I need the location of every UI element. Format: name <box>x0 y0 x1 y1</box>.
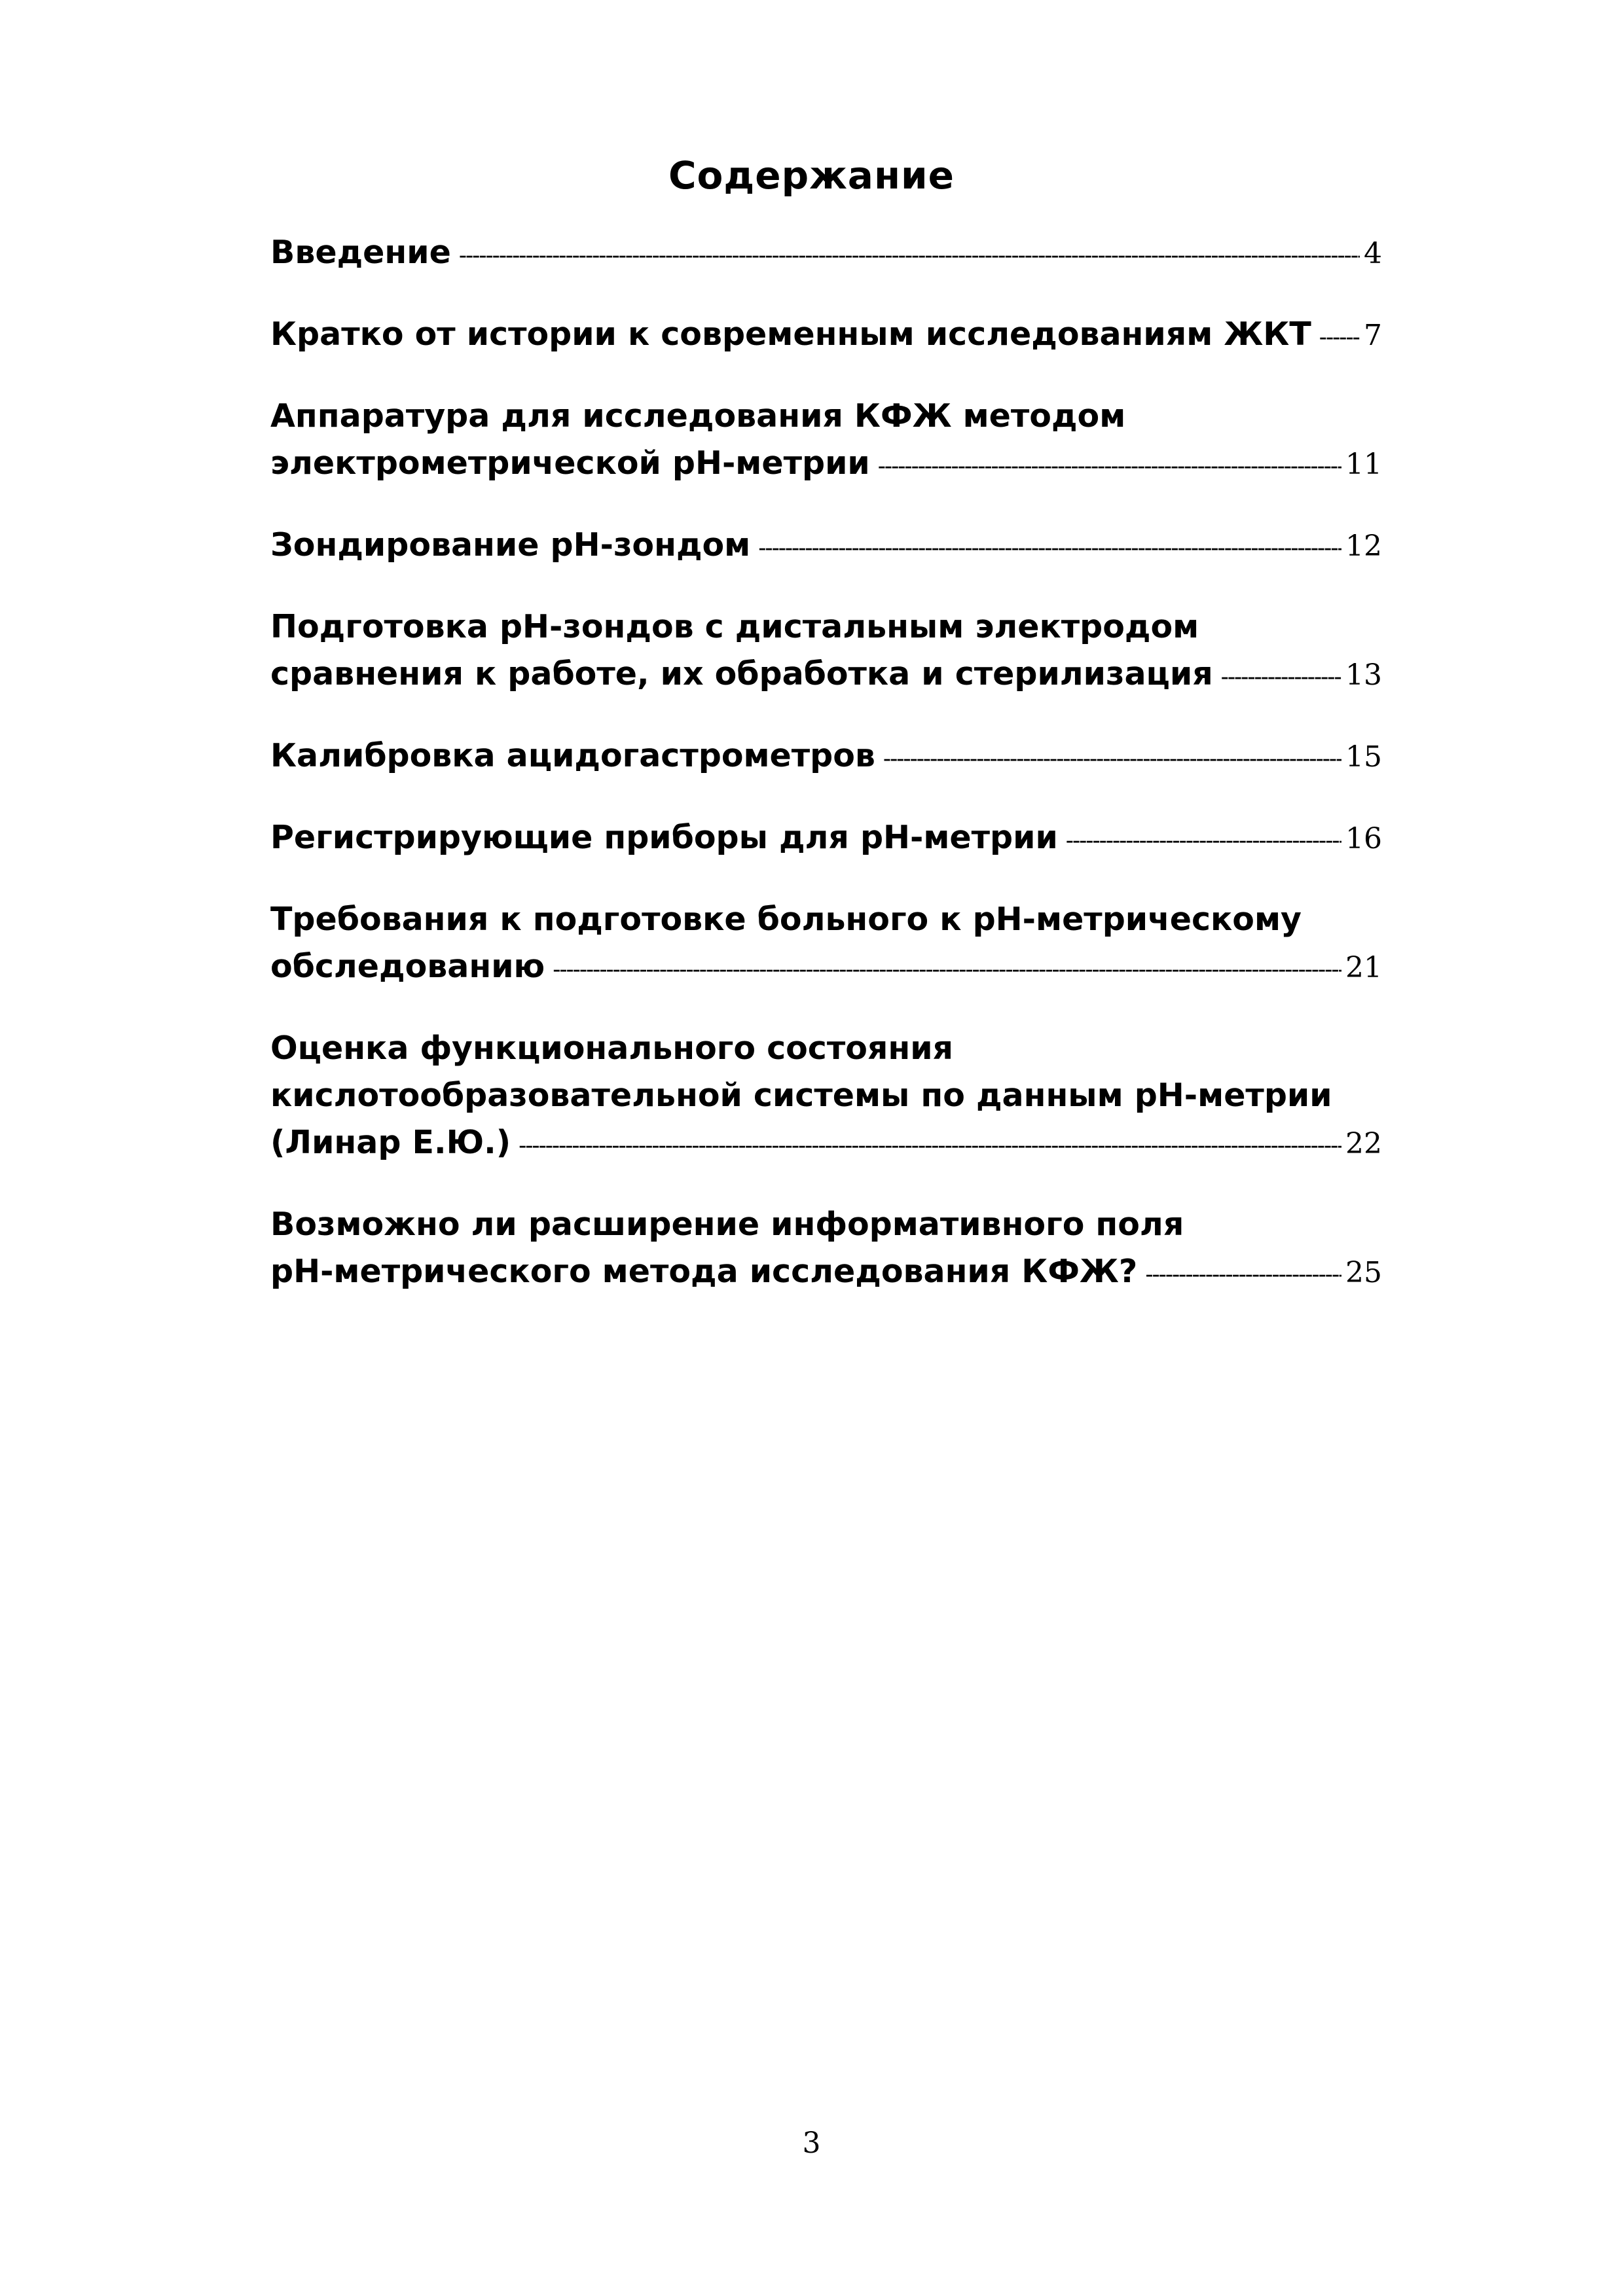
toc-entry-page: 16 <box>1345 822 1382 855</box>
dot-leader <box>1066 817 1341 865</box>
toc-entry-page: 13 <box>1345 658 1382 692</box>
toc-entry[interactable] <box>270 732 1382 783</box>
toc-entry-title-line: кислотообразовательной системы по данным рН-метрии <box>270 1077 1332 1114</box>
dot-leader <box>1319 314 1360 361</box>
toc-entry[interactable] <box>270 1025 1382 1170</box>
toc-entry[interactable] <box>270 1201 1382 1299</box>
dot-leader <box>459 232 1360 279</box>
dot-leader <box>553 946 1341 994</box>
dot-leader <box>519 1122 1341 1170</box>
toc-entry-title-line: Требования к подготовке больного к рН-метрическому <box>270 901 1302 938</box>
dot-leader <box>758 525 1341 572</box>
toc-entry-page: 11 <box>1345 448 1382 481</box>
toc-entry-row <box>270 311 1382 361</box>
toc-entry-page: 21 <box>1345 951 1382 984</box>
toc-entry[interactable] <box>270 896 1382 994</box>
toc-entry-row <box>270 732 1382 783</box>
dot-leader <box>883 736 1341 783</box>
toc-entry-title: обследованию <box>270 948 545 985</box>
toc-entry-title: сравнения к работе, их обработка и стерилизация <box>270 655 1213 692</box>
toc-entry-title: Регистрирующие приборы для рН-метрии <box>270 819 1058 856</box>
toc-entry-page: 12 <box>1345 529 1382 563</box>
toc-entry-title: (Линар Е.Ю.) <box>270 1124 511 1161</box>
toc-entry-row <box>270 651 1382 701</box>
toc-entry-page: 4 <box>1364 237 1382 270</box>
toc-entry-title: Зондирование рН-зондом <box>270 526 751 564</box>
dot-leader <box>1145 1251 1341 1299</box>
toc-entry-page: 15 <box>1345 740 1382 774</box>
toc-title: Содержание <box>668 153 955 198</box>
dot-leader <box>878 443 1341 490</box>
toc-entry-title-line: Аппаратура для исследования КФЖ методом <box>270 397 1126 435</box>
toc-entry-title: Введение <box>270 234 451 271</box>
toc-entry[interactable] <box>270 229 1382 279</box>
toc-entry-row <box>270 1248 1382 1299</box>
toc-entry[interactable] <box>270 311 1382 361</box>
toc-entry-title-line: Оценка функционального состояния <box>270 1030 953 1067</box>
toc-entry-row <box>270 440 1382 490</box>
toc-entry[interactable] <box>270 393 1382 490</box>
toc-entry-row <box>270 1119 1382 1170</box>
toc-entry-page: 7 <box>1364 319 1382 352</box>
toc-entry-row <box>270 229 1382 279</box>
page-number: 3 <box>802 2126 821 2160</box>
toc-entry-row <box>270 943 1382 994</box>
toc-entry-page: 25 <box>1345 1256 1382 1289</box>
toc-entry[interactable] <box>270 522 1382 572</box>
toc-entry-row <box>270 814 1382 865</box>
toc-entry[interactable] <box>270 814 1382 865</box>
table-of-contents <box>270 229 1382 1299</box>
toc-entry-title-line: Возможно ли расширение информативного поля <box>270 1206 1184 1243</box>
toc-entry-title: электрометрической рН-метрии <box>270 444 870 482</box>
toc-entry[interactable] <box>270 603 1382 701</box>
toc-entry-row <box>270 522 1382 572</box>
dot-leader <box>1221 654 1341 701</box>
toc-entry-page: 22 <box>1345 1127 1382 1160</box>
toc-entry-title-line: Подготовка рН-зондов с дистальным электродом <box>270 608 1199 645</box>
toc-entry-title: рН-метрического метода исследования КФЖ? <box>270 1253 1138 1290</box>
toc-entry-title: Калибровка ацидогастрометров <box>270 737 875 774</box>
toc-entry-title: Кратко от истории к современным исследованиям ЖКТ <box>270 315 1311 353</box>
